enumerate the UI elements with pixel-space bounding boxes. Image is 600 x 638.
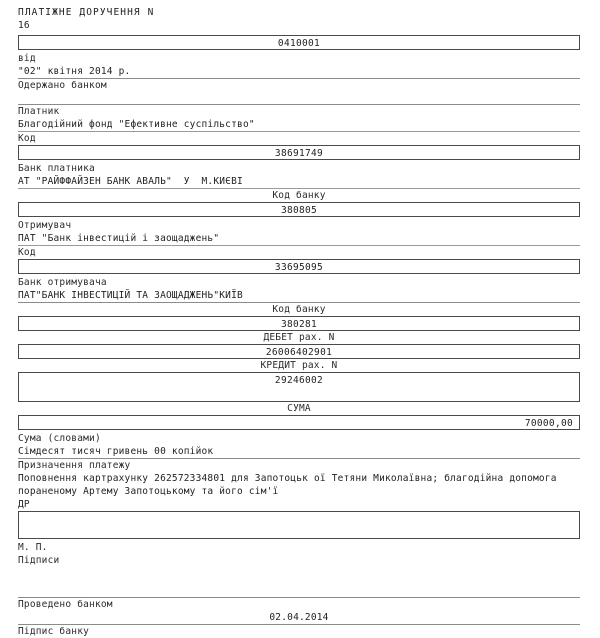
recipient-bank-code-label: Код банку [272,304,326,315]
sum-words-value: Сімдесят тисяч гривень 00 копійок [18,446,214,457]
recipient-bank-label: Банк отримувача [18,277,107,288]
signatures-label: Підписи [18,555,60,566]
credit-account-box[interactable]: 29246002 [18,372,580,402]
document-title: ПЛАТІЖНЕ ДОРУЧЕННЯ N [18,7,155,18]
payer-bank-label: Банк платника [18,163,95,174]
recipient-code-box[interactable]: 33695095 [18,259,580,274]
processed-date: 02.04.2014 [269,612,329,623]
payer-label: Платник [18,106,60,117]
dr-label: ДР [18,499,30,510]
credit-account-label: КРЕДИТ рах. N [260,360,338,371]
processed-by-bank-label: Проведено банком [18,599,113,610]
form-code-box[interactable]: 0410001 [18,35,580,50]
recipient-code-label: Код [18,247,36,258]
recipient-bank-code-box[interactable]: 380281 [18,316,580,331]
debit-account-box[interactable]: 26006402901 [18,344,580,359]
purpose-line-2: пораненому Артему Запотоцькому та його сім'ї [18,486,279,497]
date-label: від [18,53,36,64]
recipient-label: Отримувач [18,220,72,231]
payer-bank-name: АТ "РАЙФФАЙЗЕН БАНК АВАЛЬ" У М.КИЄВІ [18,176,243,187]
payer-bank-code-box[interactable]: 380805 [18,202,580,217]
received-by-bank-label: Одержано банком [18,80,107,91]
debit-account-label: ДЕБЕТ рах. N [263,332,335,343]
stamp-label: М. П. [18,542,48,553]
payer-code-label: Код [18,133,36,144]
payer-code-box[interactable]: 38691749 [18,145,580,160]
payer-bank-code-label: Код банку [272,190,326,201]
bank-signature-label: Підпис банку [18,626,90,637]
purpose-line-1: Поповнення картрахунку 262572334801 для Запотоцьк ої Тетяни Миколаївна; благодійна допомога [18,473,557,484]
payer-name: Благодійний фонд "Ефективне суспільство" [18,119,255,130]
document-number: 16 [18,20,30,31]
recipient-name: ПАТ "Банк інвестицій і заощаджень" [18,233,220,244]
purpose-label: Призначення платежу [18,460,131,471]
sum-label: СУМА [287,403,311,414]
date-value: "02" квітня 2014 р. [18,66,131,77]
dr-box[interactable] [18,511,580,539]
sum-box[interactable]: 70000,00 [18,415,580,430]
sum-words-label: Сума (словами) [18,433,101,444]
recipient-bank-name: ПАТ"БАНК ІНВЕСТИЦІЙ ТА ЗАОЩАДЖЕНЬ"КИЇВ [18,290,243,301]
